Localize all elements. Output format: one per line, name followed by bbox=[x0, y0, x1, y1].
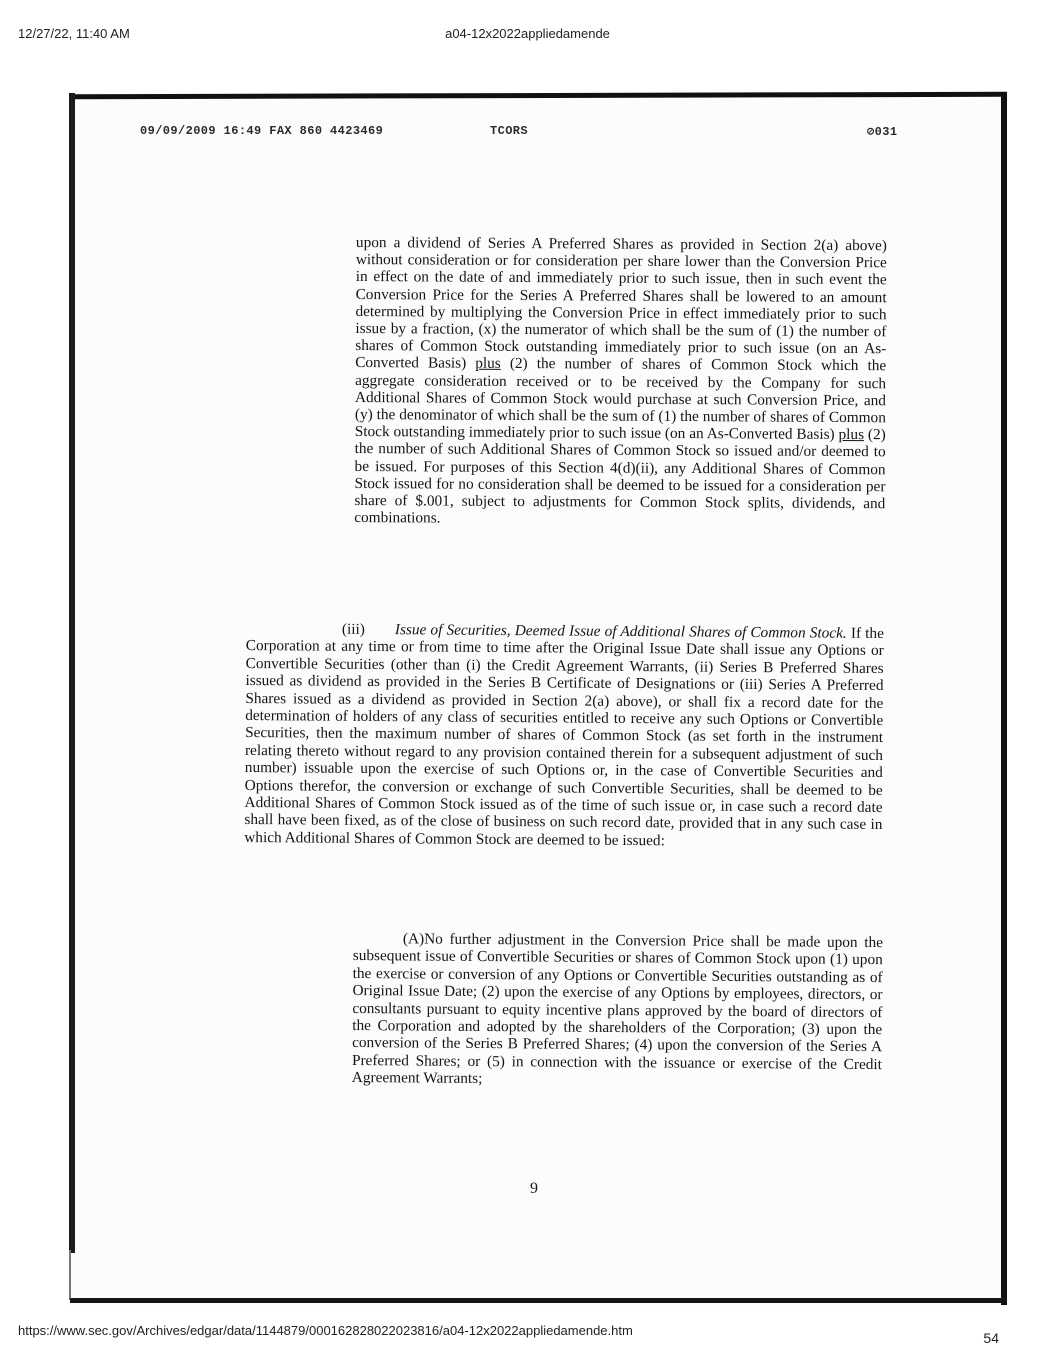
section-number: (iii) bbox=[341, 620, 365, 638]
fax-header-sender: TCORS bbox=[490, 124, 529, 138]
fax-header-timestamp: 09/09/2009 16:49 FAX 860 4423469 bbox=[140, 124, 384, 138]
paragraph-deemed-issue bbox=[244, 620, 884, 851]
print-page-number: 54 bbox=[983, 1330, 999, 1346]
scan-border-bottom bbox=[70, 1298, 1006, 1303]
para2-text: If the Corporation at any time or from time to time after the Original Issue Date shall issue any Options or Convertible Securities (other than (i) the Credit Agreement Warrants, (ii) Series B Preferred Shares issued as dividend as provided in the Series B Certificate of Designations or (iii) Series A Preferred Shares issued as a dividend as provided in Section 2(a) above), or shall fix a record date for the determination of holders of any class of securities entitled to receive any such Options or Convertible Securities, then the maximum number of shares of Common Stock (as set forth in the instrument relating thereto without regard to any provision contained therein for a subsequent adjustment of such number) issuable upon the exercise of such Options or, in the case of Convertible Securities and Options therefor, the conversion or exchange of such Convertible Securities, shall be deemed to be Additional Shares of Common Stock issued as of the time of such issue or, in case such a record date shall have been fixed, as of the close of business on such record date, provided that in any such case in which Additional Shares of Common Stock are deemed to be issued: bbox=[244, 624, 884, 850]
para1-text-b: (2) the number of shares of Common Stock which the aggregate consideration received or to be received by the Company for such Additional Shares of Common Stock would purchase at such Conversion Price, and (y) the denominator of which shall be the sum of (1) the number of shares of Common Stock outstanding immediately prior to such issue (on an As-Converted Basis) bbox=[354, 355, 887, 444]
para1-text-c: (2) the number of such Additional Shares of Common Stock so issued and/or deemed to be issued. For purposes of this Section 4(d)(ii), any Additional Shares of Common Stock issued for no consideration shall be deemed to be issued for a consideration per share of $.001, subject to adjustments for Common Stock splits, dividends, and combinations. bbox=[354, 426, 886, 527]
print-title: a04-12x2022appliedamende bbox=[445, 26, 610, 41]
scan-border-left bbox=[69, 93, 75, 1253]
fax-header-page: ⊘031 bbox=[867, 125, 898, 139]
plus-term-1: plus bbox=[475, 355, 501, 373]
print-url: https://www.sec.gov/Archives/edgar/data/1144879/000162828022023816/a04-12x2022appliedamende.htm bbox=[18, 1323, 633, 1338]
section-heading: Issue of Securities, Deemed Issue of Additional Shares of Common Stock. bbox=[394, 621, 847, 642]
scan-border-right bbox=[1001, 95, 1007, 1305]
para1-text-a: upon a dividend of Series A Preferred Shares as provided in Section 2(a) above) without consideration or for consideration per share lower than the Conversion Price in effect on the date of and immediately prior to such issue, then in such event the Conversion Price for the Series A Preferred Shares shall be lowered to an amount determined by multiplying the Conversion Price in effect immediately prior to such issue by a fraction, (x) the numerator of which shall be the sum of (1) the number of shares of Common Stock outstanding immediately prior to such issue (on an As-Converted Basis) bbox=[355, 234, 887, 373]
print-datetime: 12/27/22, 11:40 AM bbox=[18, 26, 130, 41]
scan-border-left-faint bbox=[69, 1250, 71, 1300]
plus-term-2: plus bbox=[838, 426, 865, 444]
page-number: 9 bbox=[530, 1180, 538, 1197]
paragraph-conversion-price bbox=[354, 234, 887, 530]
paragraph-no-further-adjustment: (A)No further adjustment in the Conversion Price shall be made upon the subsequent issue of Convertible Securities or shares of Common Stock upon (1) upon the exercise or conversion of any Options or Convertible Securities outstanding as of Original Issue Date; (2) upon the exercise of any Options by employees, directors, or consultants pursuant to equity incentive plans approved by the board of directors of the Corporation and adopted by the shareholders of the Corporation; (3) upon the conversion of the Series B Preferred Shares; (4) upon the conversion of the Series A Preferred Shares; or (5) in connection with the issuance or exercise of the Credit Agreement Warrants; bbox=[351, 930, 883, 1088]
